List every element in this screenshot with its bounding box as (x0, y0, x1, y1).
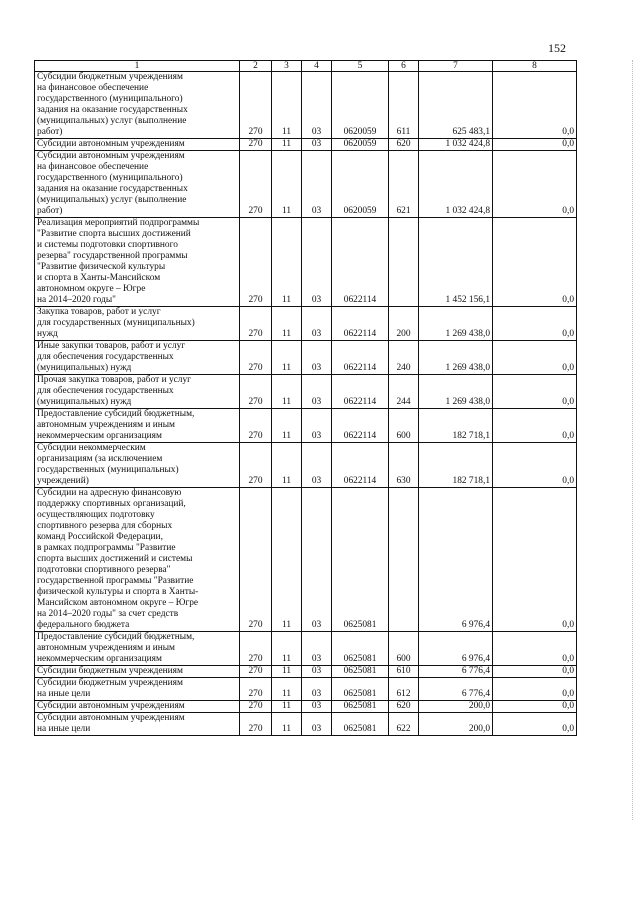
row-amount: 1 269 438,0 (419, 375, 493, 409)
row-name: Закупка товаров, работ и услуг для государственных (муниципальных) нужд (35, 307, 240, 341)
table-row (35, 678, 577, 701)
row-expense-type: 600 (389, 632, 419, 666)
row-amount-secondary: 0,0 (493, 341, 577, 375)
row-amount: 6 776,4 (419, 678, 493, 701)
row-amount-secondary: 0,0 (493, 218, 577, 307)
row-subsection: 03 (302, 375, 332, 409)
row-admin-code: 270 (240, 666, 272, 678)
margin-scan-marks (632, 60, 637, 820)
table-row (35, 713, 577, 736)
table-header-row (35, 61, 577, 72)
row-name: Субсидии на адресную финансовую поддержку спортивных организаций, осуществляющих подготовку спортивного резерва для сборных команд Российской Федерации, в рамках подпрограммы "Развитие спорта высших достижений и системы подготовки спортивного резерва" государственной программы "Развитие физической культуры и спорта в Ханты- Мансийском автономном округе – Югре на 2014–2020 годы" за счет средств федерального бюджета (35, 488, 240, 632)
row-section: 11 (272, 151, 302, 218)
table-row (35, 151, 577, 218)
row-amount: 1 269 438,0 (419, 341, 493, 375)
row-amount: 182 718,1 (419, 409, 493, 443)
row-amount: 6 776,4 (419, 666, 493, 678)
row-amount: 1 032 424,8 (419, 139, 493, 151)
row-section: 11 (272, 218, 302, 307)
row-target-article: 0625081 (332, 701, 389, 713)
row-name: Субсидии автономным учреждениям (35, 139, 240, 151)
row-subsection: 03 (302, 218, 332, 307)
row-subsection: 03 (302, 632, 332, 666)
row-expense-type: 620 (389, 701, 419, 713)
table-row (35, 666, 577, 678)
header-col-4: 4 (302, 61, 332, 72)
row-expense-type: 622 (389, 713, 419, 736)
row-admin-code: 270 (240, 713, 272, 736)
row-amount: 1 269 438,0 (419, 307, 493, 341)
header-col-6: 6 (389, 61, 419, 72)
row-subsection: 03 (302, 443, 332, 488)
page-number: 152 (548, 41, 566, 55)
row-expense-type: 621 (389, 151, 419, 218)
row-expense-type: 610 (389, 666, 419, 678)
table-row (35, 218, 577, 307)
row-name: Предоставление субсидий бюджетным, автономным учреждениям и иным некоммерческим организациям (35, 632, 240, 666)
row-amount: 1 452 156,1 (419, 218, 493, 307)
row-expense-type (389, 488, 419, 632)
row-admin-code: 270 (240, 341, 272, 375)
row-section: 11 (272, 666, 302, 678)
row-amount-secondary: 0,0 (493, 713, 577, 736)
row-subsection: 03 (302, 701, 332, 713)
row-target-article: 0622114 (332, 307, 389, 341)
row-target-article: 0625081 (332, 678, 389, 701)
row-target-article: 0625081 (332, 666, 389, 678)
row-admin-code: 270 (240, 488, 272, 632)
row-expense-type (389, 218, 419, 307)
header-col-5: 5 (332, 61, 389, 72)
row-amount: 6 976,4 (419, 632, 493, 666)
row-amount-secondary: 0,0 (493, 375, 577, 409)
row-section: 11 (272, 409, 302, 443)
row-subsection: 03 (302, 341, 332, 375)
row-amount-secondary: 0,0 (493, 443, 577, 488)
row-section: 11 (272, 341, 302, 375)
row-target-article: 0622114 (332, 443, 389, 488)
row-amount-secondary: 0,0 (493, 701, 577, 713)
table-row (35, 72, 577, 139)
row-subsection: 03 (302, 307, 332, 341)
table-row (35, 139, 577, 151)
header-col-7: 7 (419, 61, 493, 72)
row-admin-code: 270 (240, 409, 272, 443)
table-row (35, 632, 577, 666)
table-row (35, 488, 577, 632)
row-expense-type: 240 (389, 341, 419, 375)
row-target-article: 0620059 (332, 151, 389, 218)
row-section: 11 (272, 701, 302, 713)
row-target-article: 0622114 (332, 341, 389, 375)
row-admin-code: 270 (240, 218, 272, 307)
row-subsection: 03 (302, 678, 332, 701)
row-admin-code: 270 (240, 632, 272, 666)
row-admin-code: 270 (240, 443, 272, 488)
row-name: Субсидии бюджетным учреждениям на иные цели (35, 678, 240, 701)
row-section: 11 (272, 375, 302, 409)
row-name: Предоставление субсидий бюджетным, автономным учреждениям и иным некоммерческим организациям (35, 409, 240, 443)
row-amount-secondary: 0,0 (493, 678, 577, 701)
row-subsection: 03 (302, 409, 332, 443)
row-subsection: 03 (302, 666, 332, 678)
table-row (35, 409, 577, 443)
row-amount: 182 718,1 (419, 443, 493, 488)
row-name: Субсидии бюджетным учреждениям (35, 666, 240, 678)
row-expense-type: 200 (389, 307, 419, 341)
row-section: 11 (272, 632, 302, 666)
row-target-article: 0625081 (332, 632, 389, 666)
row-amount-secondary: 0,0 (493, 151, 577, 218)
row-subsection: 03 (302, 139, 332, 151)
row-section: 11 (272, 443, 302, 488)
row-admin-code: 270 (240, 375, 272, 409)
row-amount: 200,0 (419, 701, 493, 713)
row-amount-secondary: 0,0 (493, 307, 577, 341)
row-name: Субсидии бюджетным учреждениям на финансовое обеспечение государственного (муниципального) задания на оказание государственных (муниципальных) услуг (выполнение работ) (35, 72, 240, 139)
row-amount: 1 032 424,8 (419, 151, 493, 218)
row-amount-secondary: 0,0 (493, 72, 577, 139)
row-name: Субсидии автономным учреждениям на финансовое обеспечение государственного (муниципального) задания на оказание государственных (муниципальных) услуг (выполнение работ) (35, 151, 240, 218)
row-expense-type: 611 (389, 72, 419, 139)
budget-table (34, 60, 577, 736)
row-amount-secondary: 0,0 (493, 139, 577, 151)
row-admin-code: 270 (240, 139, 272, 151)
row-admin-code: 270 (240, 72, 272, 139)
row-target-article: 0620059 (332, 139, 389, 151)
row-subsection: 03 (302, 72, 332, 139)
row-expense-type: 600 (389, 409, 419, 443)
row-target-article: 0625081 (332, 488, 389, 632)
row-section: 11 (272, 307, 302, 341)
header-col-3: 3 (272, 61, 302, 72)
row-section: 11 (272, 678, 302, 701)
table-row (35, 701, 577, 713)
row-section: 11 (272, 488, 302, 632)
row-expense-type: 612 (389, 678, 419, 701)
row-amount-secondary: 0,0 (493, 409, 577, 443)
row-section: 11 (272, 713, 302, 736)
row-section: 11 (272, 139, 302, 151)
row-target-article: 0620059 (332, 72, 389, 139)
row-target-article: 0625081 (332, 713, 389, 736)
row-expense-type: 620 (389, 139, 419, 151)
row-amount-secondary: 0,0 (493, 632, 577, 666)
header-col-2: 2 (240, 61, 272, 72)
table-row (35, 307, 577, 341)
table-row (35, 375, 577, 409)
row-name: Субсидии некоммерческим организациям (за исключением государственных (муниципальных) учреждений) (35, 443, 240, 488)
row-admin-code: 270 (240, 701, 272, 713)
table-row (35, 341, 577, 375)
row-target-article: 0622114 (332, 375, 389, 409)
row-subsection: 03 (302, 151, 332, 218)
row-name: Реализация мероприятий подпрограммы "Развитие спорта высших достижений и системы подготовки спортивного резерва" государственной программы "Развитие физической культуры и спорта в Ханты-Мансийском автономном округе – Югре на 2014–2020 годы" (35, 218, 240, 307)
row-target-article: 0622114 (332, 409, 389, 443)
header-col-8: 8 (493, 61, 577, 72)
row-section: 11 (272, 72, 302, 139)
row-name: Субсидии автономным учреждениям (35, 701, 240, 713)
row-subsection: 03 (302, 488, 332, 632)
row-expense-type: 630 (389, 443, 419, 488)
row-subsection: 03 (302, 713, 332, 736)
row-admin-code: 270 (240, 307, 272, 341)
row-amount-secondary: 0,0 (493, 666, 577, 678)
row-amount-secondary: 0,0 (493, 488, 577, 632)
row-admin-code: 270 (240, 678, 272, 701)
header-col-1: 1 (35, 61, 240, 72)
row-expense-type: 244 (389, 375, 419, 409)
row-name: Прочая закупка товаров, работ и услуг для обеспечения государственных (муниципальных) нужд (35, 375, 240, 409)
row-name: Субсидии автономным учреждениям на иные цели (35, 713, 240, 736)
row-amount: 200,0 (419, 713, 493, 736)
table-row (35, 443, 577, 488)
row-admin-code: 270 (240, 151, 272, 218)
row-target-article: 0622114 (332, 218, 389, 307)
row-amount: 6 976,4 (419, 488, 493, 632)
row-amount: 625 483,1 (419, 72, 493, 139)
row-name: Иные закупки товаров, работ и услуг для обеспечения государственных (муниципальных) нужд (35, 341, 240, 375)
